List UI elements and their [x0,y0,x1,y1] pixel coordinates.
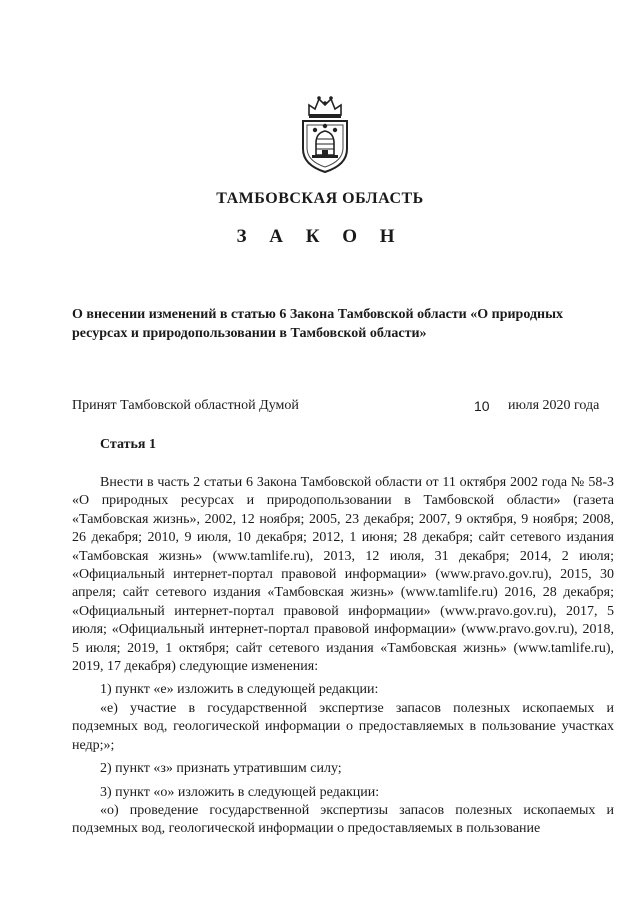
coat-of-arms-icon [297,93,353,175]
region-name: ТАМБОВСКАЯ ОБЛАСТЬ [216,190,424,207]
adoption-month-year: июля 2020 года [508,398,600,413]
article-body [72,474,614,839]
adoption-text: Принят Тамбовской областной Думой [72,398,299,413]
paragraph: «о) проведение государственной экспертизы запасов полезных ископаемых и подземных вод, геологической информации о предоставляемых в пользование [72,802,614,837]
article-heading: Статья 1 [100,437,156,452]
paragraph: 2) пункт «з» признать утратившим силу; [100,761,342,777]
paragraph: Внести в часть 2 статьи 6 Закона Тамбовской области от 11 октября 2002 года № 58-З «О природных ресурсах и природопользовании в Тамбовской области» (газета «Тамбовская жизнь», 2002, 12 ноября; 2005, 23 декабря; 2007, 9 октября, 9 ноября; 2008, 26 декабря; 2010, 9 июля, 10 декабря; 2012, 1 июня; 28 декабря; сайт сетевого издания «Тамбовская жизнь» (www.tamlife.ru), 2013, 12 июля, 31 декабря; 2014, 2 июля; «Официальный интернет-портал правовой информации» (www.pravo.gov.ru), 2015, 30 апреля; сайт сетевого издания «Тамбовская жизнь» (www.tamlife.ru) 2016, 28 декабря; «Официальный интернет-портал правовой информации» (www.pravo.gov.ru), 2017, 5 июля; «Официальный интернет-портал правовой информации» (www.pravo.gov.ru), 2018, 5 июля; 2019, 1 октября; сайт сетевого издания «Тамбовская жизнь» (www.tamlife.ru), 2019, 17 декабря) следующие изменения: [72,475,614,675]
adoption-line [72,397,612,415]
adoption-day: 10 [474,398,490,414]
document-type: З А К О Н [236,226,404,247]
law-title: О внесении изменений в статью 6 Закона Тамбовской области «О природных ресурсах и природопользовании в Тамбовской области» [72,307,564,341]
paragraph: 1) пункт «е» изложить в следующей редакции: [100,682,379,698]
paragraph: 3) пункт «о» изложить в следующей редакции: [100,784,380,800]
paragraph: «е) участие в государственной экспертизе запасов полезных ископаемых и подземных вод, геологической информации о предоставляемых в пользование участках недр;»; [72,700,614,753]
